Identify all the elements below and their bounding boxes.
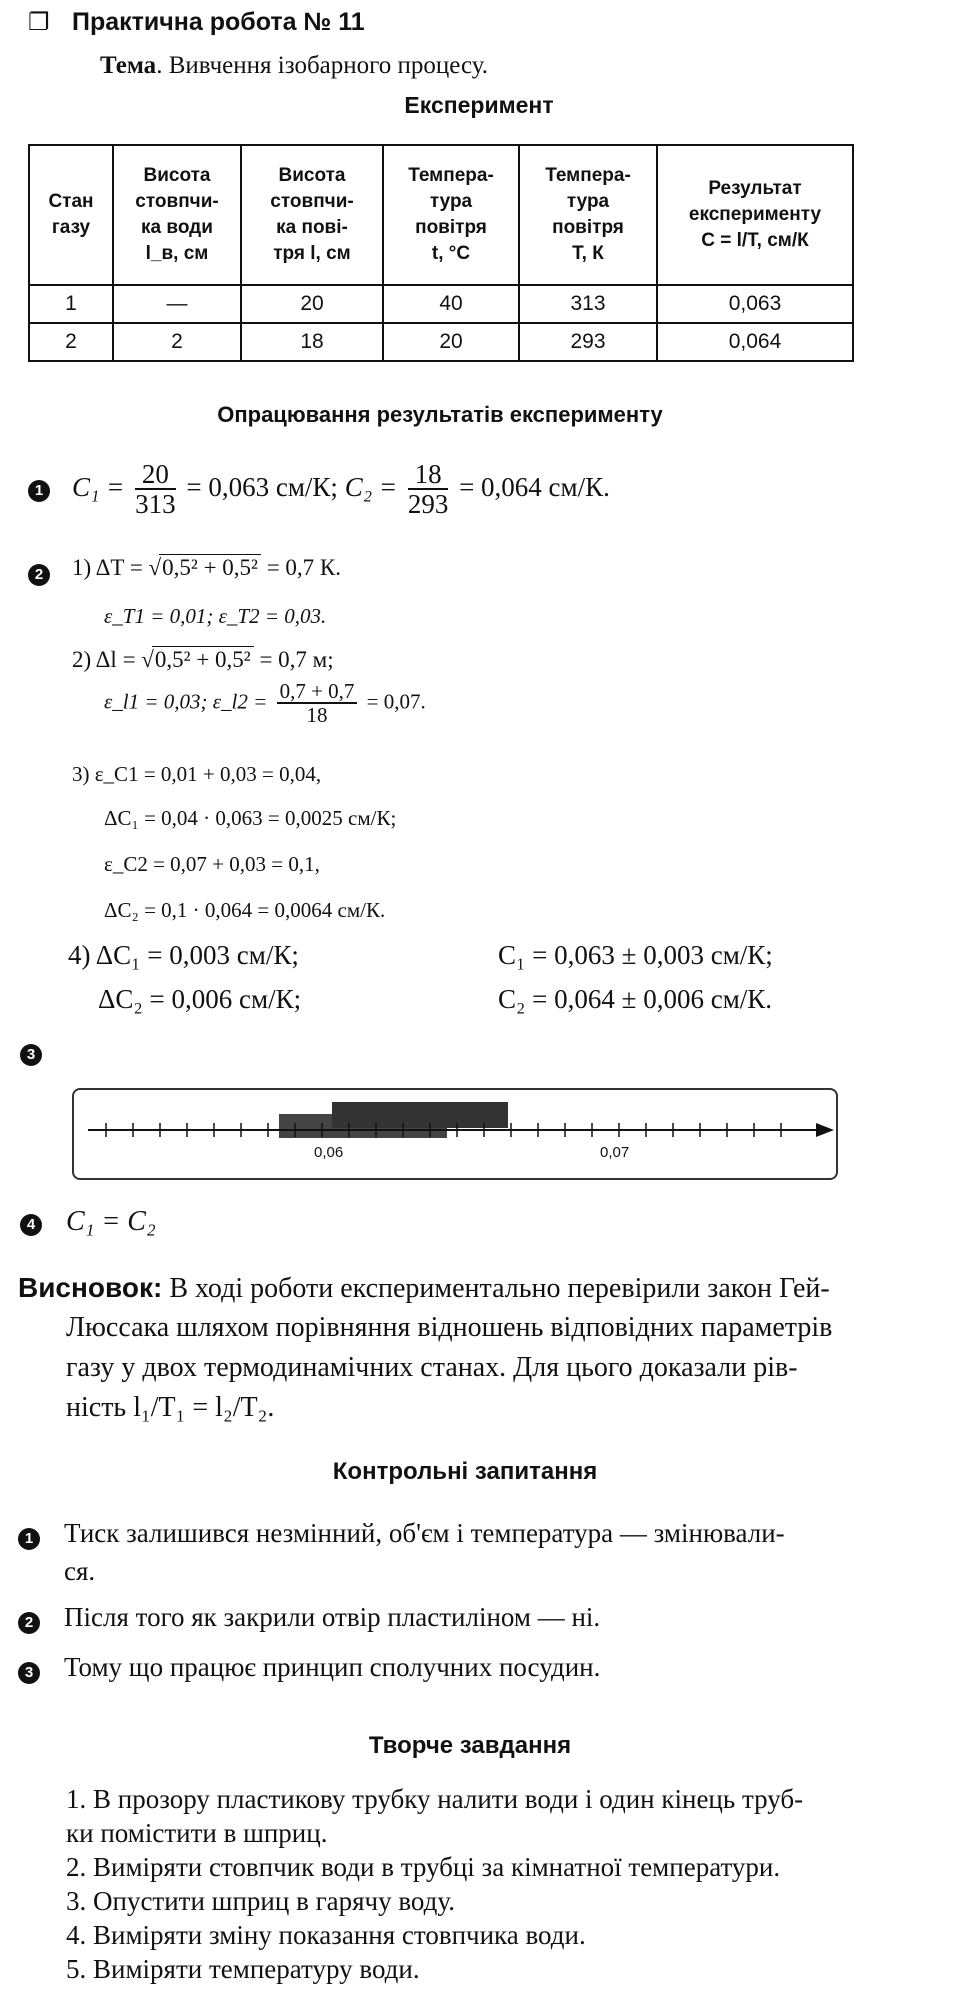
creative-item-3: 3. Опустити шприц в гарячу воду. [66, 1886, 455, 1916]
question-answer-2: Після того як закрили отвір пластиліном — ні. [64, 1602, 601, 1632]
topic-label: Тема [100, 52, 157, 79]
table-cell: 2 [113, 323, 241, 361]
step-2a: 2) Δl = √0,5² + 0,5² = 0,7 м; [72, 647, 334, 672]
bullet-2-icon: 2 [28, 564, 50, 586]
formula-c1-c2: C₁ = $\frac{20}{313}$ = 0,063 см/К; C₂ = $\frac{18}{293}$ = 0,064 см/К. [72, 459, 610, 520]
table-cell: 40 [383, 285, 519, 323]
step-4b-right: C₂ = 0,064 ± 0,006 см/К. [498, 984, 773, 1014]
c1-equals-c2: C₁ = C₂ [66, 1206, 156, 1237]
bullet-3-icon: 3 [20, 1044, 42, 1066]
checkbox-icon: ❐ [28, 10, 50, 36]
question-bullet-1-icon: 1 [18, 1528, 40, 1550]
table-cell: 293 [519, 323, 657, 361]
creative-heading: Творче завдання [368, 1732, 572, 1759]
col-header-air-temp-k: Темпера- тура повітря T, К [519, 145, 657, 285]
col-header-air-height: Висота стовпчи- ка пові- тря l, см [241, 145, 383, 285]
table-cell: 20 [383, 323, 519, 361]
col-header-result: Результат експерименту C = l/T, см/К [657, 145, 853, 285]
conclusion-line-1 [18, 1272, 830, 1305]
step-4b-left: ΔC₂ = 0,006 см/К; [98, 984, 302, 1014]
creative-item-1: 1. В прозору пластикову трубку налити води і один кінець труб- [66, 1784, 804, 1814]
col-header-water-height: Висота стовпчи- ка води l_в, см [113, 145, 241, 285]
step-2b: ε_l1 = 0,03; ε_l2 = $\frac{0,7 + 0,7}{18}$ = 0,07. [104, 679, 426, 728]
step-4a-right: C₁ = 0,063 ± 0,003 см/К; [498, 940, 773, 970]
step-3c: ε_C2 = 0,07 + 0,03 = 0,1, [104, 852, 320, 876]
step-3d: ΔC₂ = 0,1 · 0,064 = 0,0064 см/К. [104, 898, 386, 922]
bullet-4-icon: 4 [20, 1214, 42, 1236]
creative-item-2: 2. Виміряти стовпчик води в трубці за кімнатної температури. [66, 1852, 781, 1882]
col-header-state: Стан газу [29, 145, 113, 285]
question-answer-1-cont: ся. [64, 1556, 96, 1586]
table-cell: 2 [29, 323, 113, 361]
table-row [29, 285, 853, 323]
conclusion-line-2: Люссака шляхом порівняння відношень відповідних параметрів [66, 1312, 833, 1343]
experiment-table [28, 144, 854, 362]
page-title: Практична робота № 11 [72, 8, 365, 36]
table-cell: 313 [519, 285, 657, 323]
question-answer-1: Тиск залишився незмінний, об'єм і температура — змінювали- [64, 1518, 785, 1548]
step-3a: 3) ε_C1 = 0,01 + 0,03 = 0,04, [72, 762, 322, 786]
table-cell: 1 [29, 285, 113, 323]
table-cell: 0,064 [657, 323, 853, 361]
conclusion-line-4: ність l₁/T₁ = l₂/T₂. [66, 1392, 275, 1423]
step-1b: ε_T1 = 0,01; ε_T2 = 0,03. [104, 604, 327, 628]
table-cell: 20 [241, 285, 383, 323]
table-cell: 18 [241, 323, 383, 361]
questions-heading: Контрольні запитання [332, 1458, 598, 1485]
question-bullet-3-icon: 3 [18, 1662, 40, 1684]
axis-label-007: 0,07 [600, 1144, 630, 1161]
col-header-air-temp-c: Темпера- тура повітря t, °C [383, 145, 519, 285]
topic-text: . Вивчення ізобарного процесу. [156, 52, 489, 79]
axis-arrow-icon [816, 1123, 834, 1137]
number-line-diagram [74, 1090, 836, 1178]
axis-label-006: 0,06 [314, 1144, 344, 1161]
table-cell: 0,063 [657, 285, 853, 323]
bullet-1-icon: 1 [28, 480, 50, 502]
processing-heading: Опрацювання результатів експерименту [217, 402, 663, 427]
question-answer-3: Тому що працює принцип сполучних посудин. [64, 1652, 601, 1682]
table-header-row [29, 145, 853, 285]
conclusion-line-3: газу у двох термодинамічних станах. Для цього доказали рів- [66, 1352, 798, 1383]
table-cell: — [113, 285, 241, 323]
step-3b: ΔC₁ = 0,04 · 0,063 = 0,0025 см/К; [104, 806, 397, 830]
conclusion-label: Висновок: [18, 1272, 163, 1303]
table-row [29, 323, 853, 361]
number-line-box [72, 1088, 838, 1180]
topic-line [100, 52, 488, 80]
interval-c2 [332, 1102, 508, 1128]
conclusion-text-1: В ході роботи експериментально перевірили закон Гей- [162, 1273, 830, 1304]
question-bullet-2-icon: 2 [18, 1612, 40, 1634]
creative-item-4: 4. Виміряти зміну показання стовпчика води. [66, 1920, 586, 1950]
experiment-heading: Експеримент [404, 92, 554, 118]
creative-item-1-cont: ки помістити в шприц. [66, 1818, 328, 1848]
step-4a-left: 4) ΔC₁ = 0,003 см/К; [68, 940, 299, 970]
creative-item-5: 5. Виміряти температуру води. [66, 1954, 420, 1984]
step-1a: 1) ΔT = √0,5² + 0,5² = 0,7 К. [72, 555, 341, 580]
